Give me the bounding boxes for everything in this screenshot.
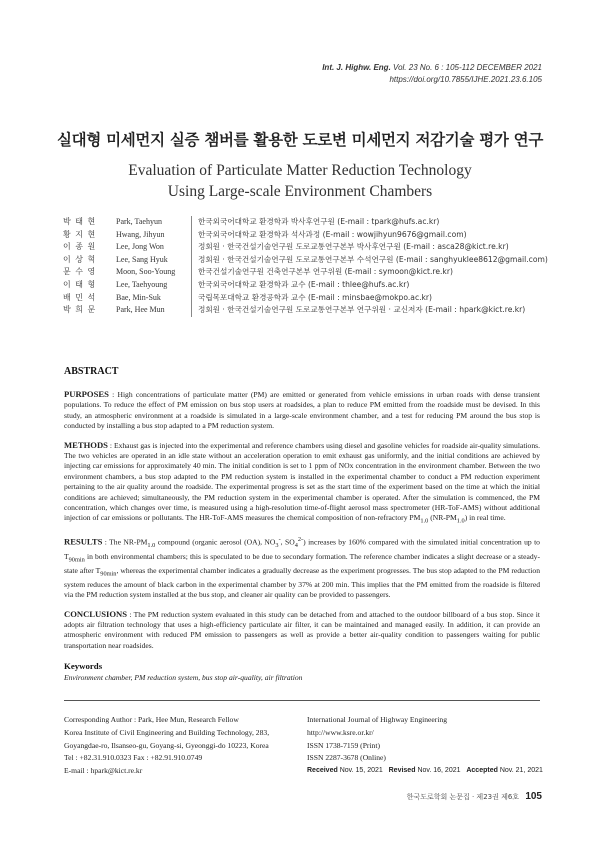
corresponding-line: Korea Institute of Civil Engineering and Building Technology, 283, xyxy=(64,727,270,737)
results-text-2: compound (organic aerosol (OA), NO xyxy=(155,537,276,547)
methods-text-c: ) in real time. xyxy=(464,513,506,523)
accepted-date: Nov. 21, 2021 xyxy=(499,767,543,775)
results-sub-4: 90min xyxy=(68,556,85,564)
author-affiliation: 정회원 · 한국건설기술연구원 도로교통연구본부 박사후연구원 (E-mail : asca28@kict.re.kr) xyxy=(191,241,509,254)
corresponding-line: Goyangdae-ro, Ilsanseo-gu, Goyang-si, Gyeonggi-do 10223, Korea xyxy=(64,740,269,750)
conclusions-paragraph xyxy=(64,609,540,652)
results-sup-3: 2- xyxy=(297,536,304,544)
results-sub-3: 4 xyxy=(294,542,298,550)
revised-date: Nov. 16, 2021 xyxy=(417,767,461,775)
methods-label: METHODS xyxy=(64,439,108,450)
author-affiliation: 정회원 · 한국건설기술연구원 도로교통연구본부 연구위원 · 교신저자 (E-mail : hpark@kict.re.kr) xyxy=(191,304,525,317)
corresponding-line: Tel : +82.31.910.0323 Fax : +82.91.910.0749 xyxy=(64,753,203,763)
author-affiliation: 한국건설기술연구원 건축연구본부 연구위원 (E-mail : symoon@kict.re.kr) xyxy=(191,266,453,279)
author-affiliation: 국립목포대학교 환경공학과 교수 (E-mail : minsbae@mokpo.ac.kr) xyxy=(191,292,432,305)
author-name-english: Lee, Taehyoung xyxy=(116,279,168,289)
abstract-section xyxy=(64,366,540,683)
author-name-english: Lee, Jong Won xyxy=(116,242,164,252)
author-row xyxy=(63,254,548,267)
author-name-english: Park, Hee Mun xyxy=(116,305,165,315)
author-name-korean: 박 희 문 xyxy=(63,305,97,315)
purposes-paragraph xyxy=(64,389,540,432)
revised-label: Revised xyxy=(388,767,416,775)
author-name-korean: 박 태 현 xyxy=(63,217,97,226)
results-sub-2: 3 xyxy=(275,542,279,550)
keywords-heading: Keywords xyxy=(64,661,103,672)
received-date: Nov. 15, 2021 xyxy=(339,767,383,775)
results-sub-1: 1.0 xyxy=(147,542,156,550)
received-label: Received xyxy=(307,767,338,775)
methods-subscript-2: 1.0 xyxy=(456,517,465,525)
journal-volume: Vol. 23 No. 6 : 105-112 DECEMBER 2021 xyxy=(393,63,542,72)
journal-info-block xyxy=(307,714,543,778)
author-row xyxy=(63,304,548,317)
title-english xyxy=(0,160,600,202)
results-sup-2: - xyxy=(278,536,281,544)
purposes-label: PURPOSES xyxy=(64,389,109,399)
author-name-korean: 이 종 원 xyxy=(63,242,97,252)
author-row xyxy=(63,292,548,305)
keywords-list: Environment chamber, PM reduction system, bus stop air-quality, air filtration xyxy=(64,673,303,683)
author-row xyxy=(63,241,548,254)
journal-info-url[interactable]: http://www.ksre.or.kr/ xyxy=(307,727,374,737)
author-name-korean: 황 지 현 xyxy=(63,229,97,239)
title-english-line-2: Using Large-scale Environment Chambers xyxy=(167,183,433,200)
author-name-korean: 문 수 영 xyxy=(63,267,97,277)
methods-subscript-1: 1.0 xyxy=(420,517,429,525)
results-label: RESULTS xyxy=(64,536,103,547)
corresponding-line: Corresponding Author : Park, Hee Mun, Research Fellow xyxy=(64,715,239,724)
author-affiliation: 정회원 · 한국건설기술연구원 도로교통연구본부 수석연구원 (E-mail : sanghyuklee8612@gmail.com) xyxy=(191,254,548,267)
author-name-english: Moon, Soo-Young xyxy=(116,267,176,277)
author-list xyxy=(63,216,548,317)
accepted-label: Accepted xyxy=(466,767,498,775)
results-text-3: , SO xyxy=(280,537,295,547)
author-row xyxy=(63,279,548,292)
journal-citation xyxy=(322,62,542,74)
corresponding-email[interactable]: E-mail : hpark@kict.re.kr xyxy=(64,766,143,776)
results-paragraph xyxy=(64,535,540,600)
journal-info-issn-print: ISSN 1738-7159 (Print) xyxy=(307,740,380,750)
journal-abbrev: Int. J. Highw. Eng. xyxy=(322,63,391,72)
results-text-1: : The NR-PM xyxy=(102,537,148,547)
author-name-english: Lee, Sang Hyuk xyxy=(116,254,168,264)
title-korean: 실대형 미세먼지 실증 챔버를 활용한 도로변 미세먼지 저감기술 평가 연구 xyxy=(56,131,544,149)
journal-info-name: International Journal of Highway Engineering xyxy=(307,715,448,724)
author-name-english: Park, Taehyun xyxy=(116,217,162,226)
conclusions-text: : The PM reduction system evaluated in this study can be detached from and attached to the outdoor billboard of a bus stop. Since it adopts air filtration technology that uses a high-efficiency particulate air filter, it can be maintained and managed easily. In addition, it can provide an atmospheric environment with reduced PM emission to passengers as well as provide a better air-quality condition to passengers waiting for public transportation near roadsides. xyxy=(64,609,540,650)
purposes-text: : High concentrations of particulate matter (PM) are emitted or generated from vehicle emissions in urban roads with dense transient populations. To reduce the effect of PM emission on bus stop users at roadsides, a plan to reduce PM emitted from the roadside must be devised. In this study, an atmospheric environment at a roadside is simulated in a large-scale environment chamber, and a test for reducing PM around the bus stop is conducted by installing a bus stop adapted to a PM reduction system. xyxy=(64,390,540,431)
author-name-english: Bae, Min-Suk xyxy=(116,292,161,302)
results-sub-5: 90min xyxy=(100,570,117,578)
submission-dates xyxy=(307,765,543,778)
author-name-korean: 이 태 형 xyxy=(63,279,97,289)
author-affiliation: 한국외국어대학교 환경학과 교수 (E-mail : thlee@hufs.ac.kr) xyxy=(191,279,409,292)
corresponding-author-block xyxy=(64,714,269,778)
results-text-6: , whereas the experimental chamber indicates a gradually decrease as the experiment progresses. The bus stop adapted to the PM reduction system reduces the amount of black carbon in the experimental chamber by 37% at 200 min. This implies that the PM emitted from the roadside is filtered via the PM reduction system installed at the bus stop, and cleaner air quality can be provided to passengers. xyxy=(64,565,540,600)
abstract-heading: ABSTRACT xyxy=(64,366,119,377)
results-text-5: in both environmental chambers; this is speculated to be due to secondary formation. The reference chamber indicates a slight decrease or a steady-state after T xyxy=(64,551,540,575)
methods-paragraph xyxy=(64,440,540,528)
author-name-english: Hwang, Jihyun xyxy=(116,229,165,239)
footer-divider xyxy=(64,700,540,701)
page-footer xyxy=(407,791,542,802)
author-affiliation: 한국외국어대학교 환경학과 박사후연구원 (E-mail : tpark@hufs.ac.kr) xyxy=(191,216,439,229)
author-row xyxy=(63,229,548,242)
journal-info-issn-online: ISSN 2287-3678 (Online) xyxy=(307,753,386,763)
results-text-4: ) increases by 160% compared with the simulated initial concentration up to T xyxy=(64,537,540,561)
footer-journal: 한국도로학회 논문집 · 제23권 제6호 xyxy=(406,793,520,801)
author-row xyxy=(63,216,548,229)
journal-doi[interactable]: https://doi.org/10.7855/IJHE.2021.23.6.105 xyxy=(389,75,542,84)
methods-text-a: : Exhaust gas is injected into the experimental and reference chambers using diesel and gasoline vehicles for roadside air-quality simulations. The two vehicles are operated in an idle state without an acceleration operation to emit exhaust gas uniformly, and the initial conditions are achieved by injecting car emissions for approximately 40 min. The initial condition is set to 1 ppm of NOx concentration in the environment chamber. Between the two environment chambers, a bus stop adapted to the PM reduction system is installed in the experimental chamber to conduct a PM reduction experiment pertaining to the air quality around the roadside. The experimental progress is set as the start time of the experiment based on the time at which the initial conditions are achieved; simultaneously, the PM reduction system in the experimental chamber is operated. After the simulation is commenced, the PM concentration, which changes over time, is measured using a high-resolution time-of-flight aerosol mass spectrometer (HR-ToF-AMS) without additional injection of car emissions or pollutants. The HR-ToF-AMS measures the chemical composition of non-refractory PM xyxy=(64,440,540,523)
page-number: 105 xyxy=(525,791,542,802)
author-row xyxy=(63,266,548,279)
conclusions-label: CONCLUSIONS xyxy=(64,608,128,619)
author-name-korean: 이 상 혁 xyxy=(63,254,97,264)
journal-header xyxy=(322,62,542,86)
author-name-korean: 배 민 석 xyxy=(63,292,97,302)
author-affiliation: 한국외국어대학교 환경학과 석사과정 (E-mail : wowjihyun9676@gmail.com) xyxy=(191,229,467,242)
methods-text-b: (NR-PM xyxy=(428,513,457,523)
title-english-line-1: Evaluation of Particulate Matter Reduction Technology xyxy=(128,162,472,179)
